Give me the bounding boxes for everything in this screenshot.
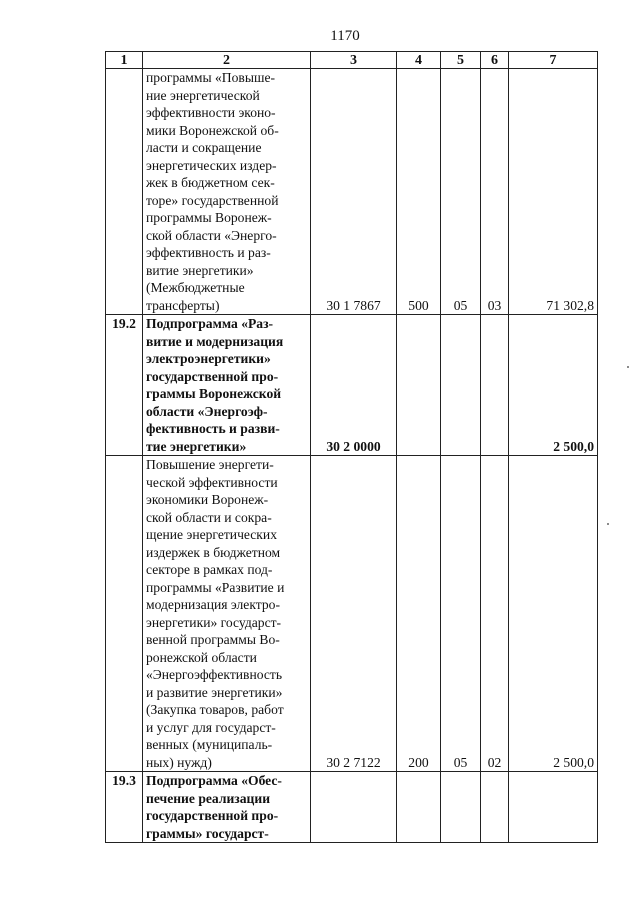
- description-line: ных) нужд): [146, 754, 212, 770]
- description-line: ской области «Энерго-: [146, 227, 277, 243]
- target-article-code: [311, 772, 397, 843]
- target-article-code: 30 2 0000: [311, 315, 397, 456]
- amount: 2 500,0: [509, 456, 598, 772]
- description-line: щение энергетических: [146, 527, 277, 542]
- description-line: издержек в бюджетном: [146, 544, 281, 560]
- description-line: государственной про-: [146, 368, 279, 384]
- description-line: граммы» государст-: [146, 825, 269, 841]
- header-cell-5: 5: [441, 52, 481, 69]
- description-line: «Энергоэффективность: [146, 667, 283, 682]
- description-line: секторе в рамках под-: [146, 562, 273, 577]
- description-line: области «Энергоэф-: [146, 403, 268, 419]
- header-cell-1: 1: [106, 52, 143, 69]
- row-description: [143, 69, 311, 315]
- expense-type-code: [397, 315, 441, 456]
- section-code: 05: [441, 69, 481, 315]
- description-line: тие энергетики»: [146, 438, 247, 454]
- expense-type-code: 200: [397, 456, 441, 772]
- description-line: витие и модернизация: [146, 333, 284, 349]
- description-line: и развитие энергетики»: [146, 684, 283, 700]
- description-line: Подпрограмма «Раз-: [146, 316, 274, 331]
- amount: [509, 772, 598, 843]
- header-row: [106, 52, 598, 69]
- header-cell-4: 4: [397, 52, 441, 69]
- target-article-code: 30 2 7122: [311, 456, 397, 772]
- section-code: 05: [441, 456, 481, 772]
- description-line: печение реализации: [146, 790, 271, 806]
- description-line: венной программы Во-: [146, 632, 280, 647]
- description-line: энергетики» государст-: [146, 614, 282, 630]
- row-number: 19.3: [106, 772, 143, 843]
- description-line: фективность и разви-: [146, 421, 280, 436]
- row-description: [143, 315, 311, 456]
- amount: 2 500,0: [509, 315, 598, 456]
- description-line: и услуг для государст-: [146, 719, 276, 735]
- description-line: программы «Повыше-: [146, 70, 276, 85]
- subsection-code: 03: [481, 69, 509, 315]
- row-description: [143, 456, 311, 772]
- description-line: венных (муниципаль-: [146, 737, 273, 752]
- description-line: ческой эффективности: [146, 474, 278, 490]
- description-line: Подпрограмма «Обес-: [146, 773, 282, 788]
- description-line: ние энергетической: [146, 87, 260, 103]
- table-row: [106, 456, 598, 772]
- header-cell-7: 7: [509, 52, 598, 69]
- subsection-code: [481, 315, 509, 456]
- description-line: энергетических издер-: [146, 157, 277, 173]
- header-cell-2: 2: [143, 52, 311, 69]
- description-line: трансферты): [146, 297, 220, 313]
- budget-table: [105, 51, 598, 843]
- table-row: [106, 69, 598, 315]
- description-line: эффективности эконо-: [146, 105, 276, 120]
- section-code: [441, 315, 481, 456]
- expense-type-code: [397, 772, 441, 843]
- scan-speck: [607, 523, 609, 525]
- description-line: мики Воронежской об-: [146, 122, 279, 138]
- description-line: электроэнергетики»: [146, 351, 271, 366]
- row-number: [106, 456, 143, 772]
- table-row: [106, 315, 598, 456]
- description-line: Повышение энергети-: [146, 457, 274, 472]
- section-code: [441, 772, 481, 843]
- header-cell-6: 6: [481, 52, 509, 69]
- description-line: (Закупка товаров, работ: [146, 702, 284, 717]
- scan-speck: [627, 366, 629, 368]
- row-description: [143, 772, 311, 843]
- row-number: 19.2: [106, 315, 143, 456]
- description-line: модернизация электро-: [146, 597, 280, 612]
- description-line: жек в бюджетном сек-: [146, 175, 275, 190]
- target-article-code: 30 1 7867: [311, 69, 397, 315]
- description-line: витие энергетики»: [146, 262, 254, 278]
- table-row: [106, 772, 598, 843]
- row-number: [106, 69, 143, 315]
- description-line: торе» государственной: [146, 192, 279, 208]
- description-line: ской области и сокра-: [146, 509, 272, 525]
- description-line: эффективность и раз-: [146, 245, 271, 260]
- page-number: 1170: [330, 28, 360, 44]
- description-line: государственной про-: [146, 808, 279, 823]
- header-cell-3: 3: [311, 52, 397, 69]
- expense-type-code: 500: [397, 69, 441, 315]
- description-line: граммы Воронежской: [146, 386, 282, 401]
- description-line: экономики Воронеж-: [146, 492, 269, 507]
- amount: 71 302,8: [509, 69, 598, 315]
- description-line: (Межбюджетные: [146, 280, 245, 295]
- description-line: ронежской области: [146, 649, 257, 665]
- description-line: программы «Развитие и: [146, 579, 285, 595]
- description-line: программы Воронеж-: [146, 210, 272, 225]
- description-line: ласти и сокращение: [146, 140, 262, 155]
- subsection-code: [481, 772, 509, 843]
- subsection-code: 02: [481, 456, 509, 772]
- table-body: [106, 69, 598, 843]
